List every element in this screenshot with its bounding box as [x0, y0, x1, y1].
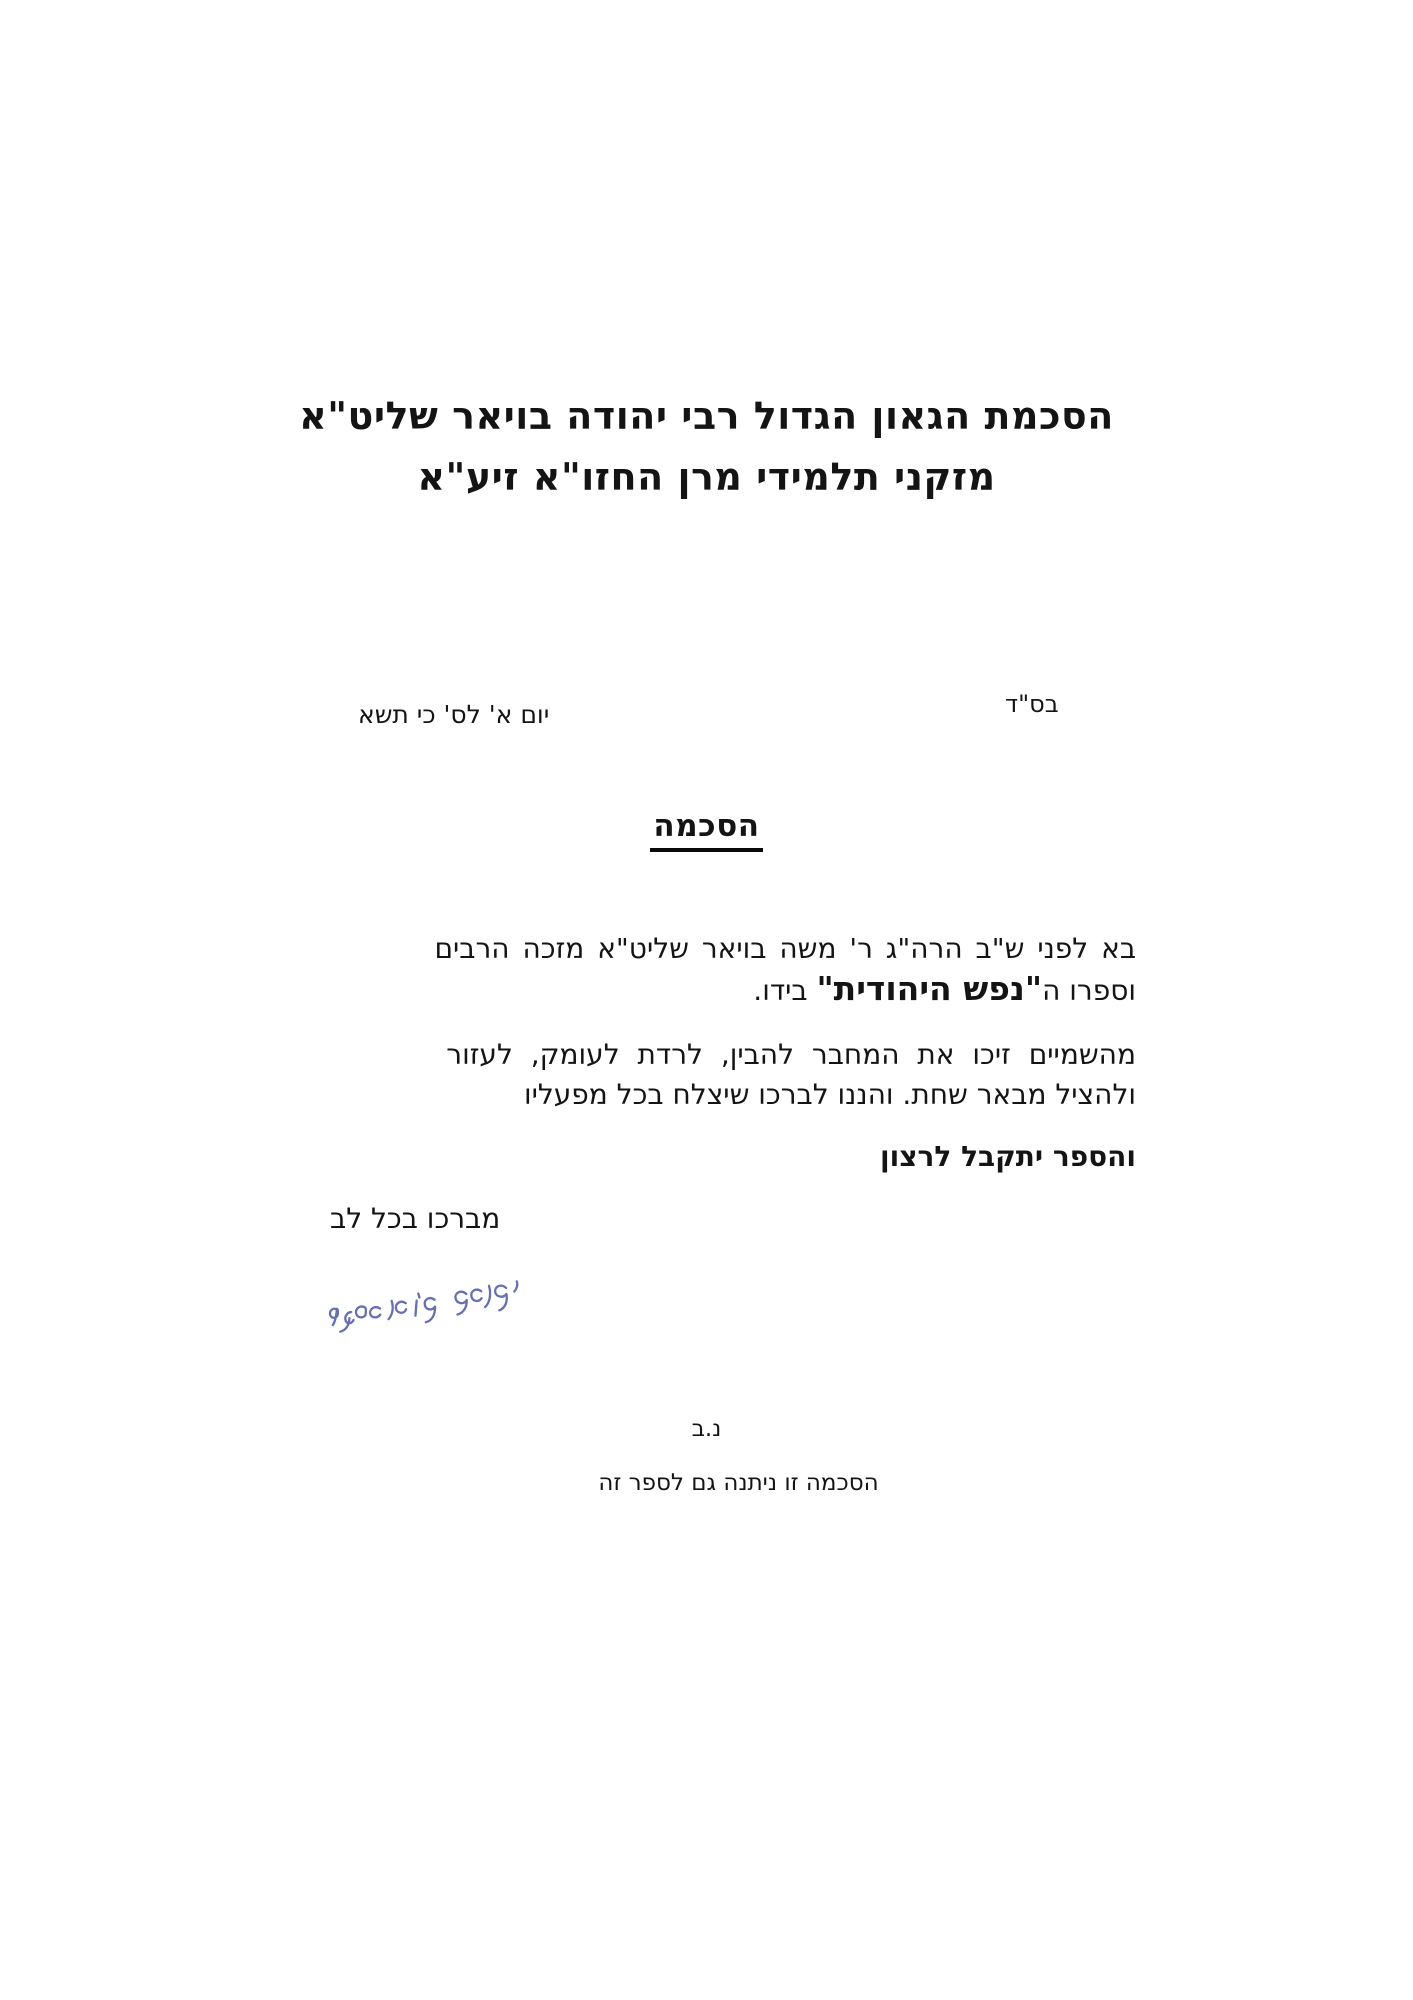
paragraph1-line1: בא לפני ש"ב הרה"ג ר' משה בויאר שליט"א מזכה הרבים — [434, 932, 1136, 965]
section-heading-text: הסכמה — [650, 808, 762, 852]
bold-closing-line: והספר יתקבל לרצון — [880, 1140, 1136, 1173]
date-line: יום א' לס' כי תשא — [358, 700, 550, 729]
document-title — [0, 386, 1413, 508]
section-heading — [0, 808, 1413, 852]
paragraph2-line1: מהשמיים זיכו את המחבר להבין, לרדת לעומק, לעזור — [446, 1038, 1136, 1071]
postscript-label: נ.ב — [691, 1416, 722, 1442]
document-title-line2: מזקני תלמידי מרן החזו"א זיע"א — [417, 455, 996, 499]
signature-area — [322, 1276, 536, 1338]
blessing-line: מברכו בכל לב — [330, 1202, 501, 1235]
document-title-line1: הסכמת הגאון הגדול רבי יהודה בויאר שליט"א — [299, 394, 1114, 438]
besd-mark: בס"ד — [1005, 690, 1059, 718]
paragraph2-line2: ולהציל מבאר שחת. והננו לברכו שיצלח בכל מפעליו — [523, 1078, 1136, 1111]
postscript-text: הסכמה זו ניתנה גם לספר זה — [598, 1470, 879, 1496]
postscript-line — [0, 1470, 1413, 1496]
paragraph1-line2-suffix: בידו. — [753, 974, 817, 1007]
paragraph1-line2-prefix: וספרו ה — [1042, 974, 1136, 1007]
signature — [322, 1276, 536, 1338]
signature-strokes — [329, 1281, 519, 1332]
paragraph1-line2 — [300, 969, 1136, 1011]
letter-body — [300, 929, 1136, 1177]
book-title: "נפש היהודית" — [816, 969, 1043, 1008]
